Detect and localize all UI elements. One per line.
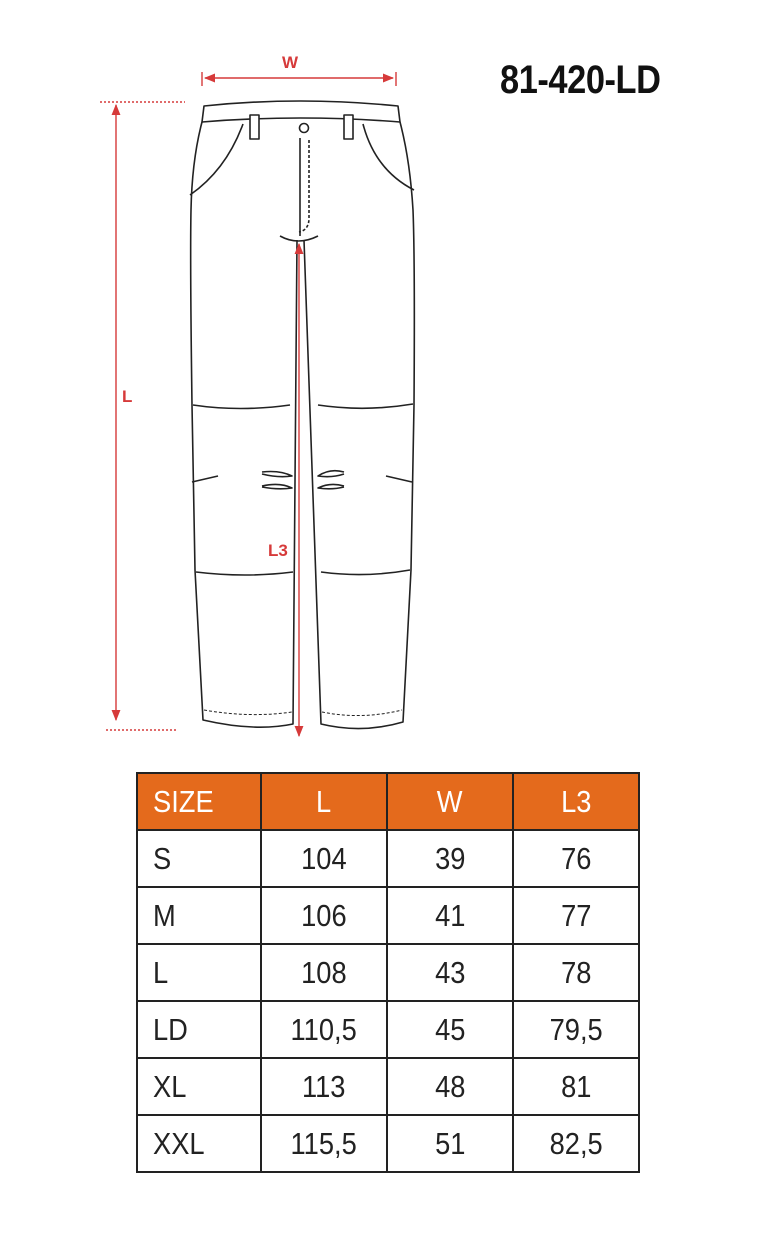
width-cell: 48 [387,1058,513,1115]
size-cell: L [137,944,261,1001]
header-inseam: L3 [513,773,639,830]
width-cell: 43 [387,944,513,1001]
table-row [137,830,639,887]
width-label: W [282,53,299,72]
width-cell: 41 [387,887,513,944]
header-size: SIZE [137,773,261,830]
width-cell: 45 [387,1001,513,1058]
size-cell: LD [137,1001,261,1058]
table-row [137,1115,639,1172]
size-cell: XL [137,1058,261,1115]
table-row [137,1058,639,1115]
length-cell: 104 [261,830,387,887]
inseam-cell: 81 [513,1058,639,1115]
inseam-cell: 76 [513,830,639,887]
size-cell: S [137,830,261,887]
inseam-cell: 78 [513,944,639,1001]
inseam-label: L3 [268,541,288,560]
width-cell: 51 [387,1115,513,1172]
size-table [136,772,640,1173]
length-cell: 108 [261,944,387,1001]
table-row [137,944,639,1001]
table-row [137,1001,639,1058]
header-width: W [387,773,513,830]
inseam-cell: 82,5 [513,1115,639,1172]
trousers-outline [190,101,414,729]
length-cell: 115,5 [261,1115,387,1172]
length-cell: 110,5 [261,1001,387,1058]
inseam-cell: 79,5 [513,1001,639,1058]
size-cell: XXL [137,1115,261,1172]
table-row [137,887,639,944]
inseam-cell: 77 [513,887,639,944]
length-label: L [122,387,133,406]
product-code: 81-420-LD [500,58,661,102]
width-cell: 39 [387,830,513,887]
size-cell: M [137,887,261,944]
length-cell: 106 [261,887,387,944]
header-length: L [261,773,387,830]
length-cell: 113 [261,1058,387,1115]
table-header-row [137,773,639,830]
dimension-lines [100,72,396,736]
